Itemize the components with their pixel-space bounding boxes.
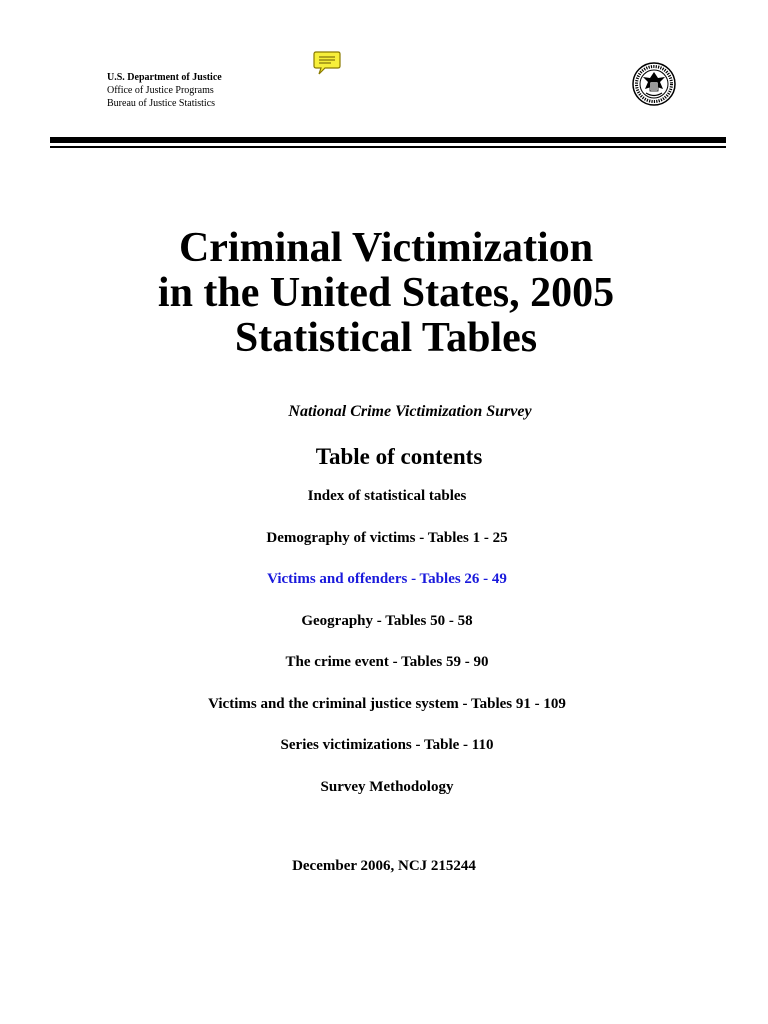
toc-item-crime-event[interactable]: The crime event - Tables 59 - 90 (285, 654, 489, 670)
bureau-name: Bureau of Justice Statistics (107, 98, 216, 109)
doj-seal-icon (632, 62, 676, 106)
title-line-1: Criminal Victimization (178, 225, 594, 271)
department-name: U.S. Department of Justice (107, 72, 222, 83)
survey-subtitle: National Crime Victimization Survey (288, 403, 532, 420)
report-title (0, 226, 768, 361)
toc-heading: Table of contents (315, 444, 483, 469)
agency-block (107, 71, 222, 110)
title-line-3: Statistical Tables (234, 315, 538, 361)
toc-list (0, 486, 768, 818)
title-line-2: in the United States, 2005 (157, 270, 615, 316)
toc-item-victims-offenders-label[interactable]: Victims and offenders - Tables 26 - 49 (267, 571, 507, 587)
toc-item-victims-offenders[interactable] (0, 569, 768, 611)
header-rule-thin (50, 146, 726, 148)
toc-item-methodology[interactable]: Survey Methodology (320, 778, 454, 795)
publication-date: December 2006, NCJ 215244 (292, 858, 476, 874)
toc-item-series[interactable]: Series victimizations - Table - 110 (280, 737, 494, 753)
office-name: Office of Justice Programs (107, 85, 214, 96)
toc-item-demography[interactable]: Demography of victims - Tables 1 - 25 (266, 529, 508, 546)
toc-item-index[interactable]: Index of statistical tables (307, 488, 467, 504)
toc-item-geography[interactable]: Geography - Tables 50 - 58 (301, 612, 473, 629)
comment-note-icon[interactable] (313, 50, 341, 76)
toc-item-justice-system[interactable]: Victims and the criminal justice system - Tables 91 - 109 (208, 695, 566, 712)
header-rule-thick (50, 137, 726, 143)
